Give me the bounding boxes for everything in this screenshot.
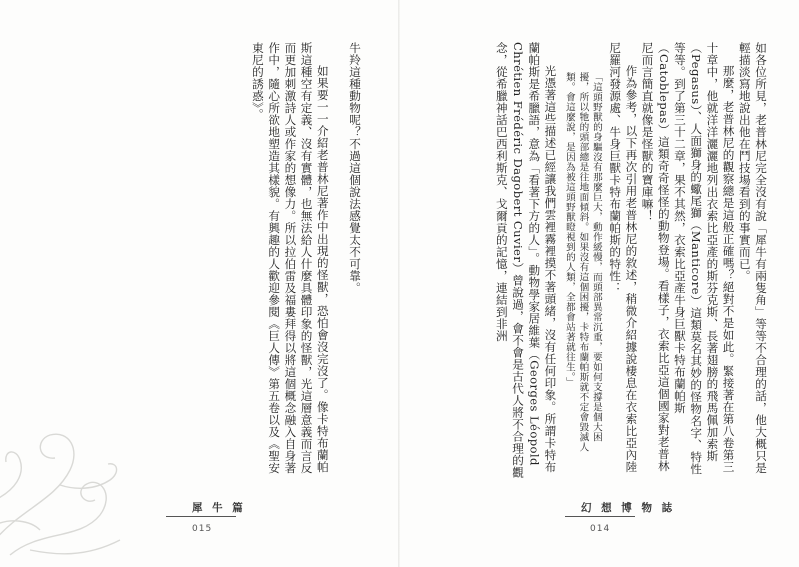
left-body-text [245,42,363,482]
page-number: 014 [590,524,611,534]
right-page [400,0,799,567]
running-title: 幻 想 博 物 誌 [581,502,676,514]
block-quote: 「這頭野獸的身驅沒有那麼巨大，動作緩慢，而頭部異常沉重，要如何支撐是個大困擾，所以牠的頭部總是往地面傾斜。如果沒有這個困擾，卡特布蘭帕斯就不定會毀滅人類。會這麼說，是因為被這頭野獸瞪視到的人類，全都會站著就往生。」 [563,72,602,452]
right-body-text [494,42,769,482]
page-number: 015 [192,524,213,534]
footer-rule [565,516,635,517]
running-title: 犀 牛 篇 [192,502,246,514]
paragraph: 那麼，老普林尼的觀察總是這般正確嗎？絕對不是如此。緊接著在第八卷第三十章中，他就洋洋灑灑地列出衣索比亞產的斯芬克斯、長著翅膀的飛馬佩加索斯（Pegasus）、人面獅身的蠍尾獅（Manticore）這類莫名其妙的怪物名字、特性等等。到了第三十二章，果不其然，衣索比亞產牛身巨獸卡特布蘭帕斯（Catoblepas）這類奇奇怪怪的動物登場。看樣子，衣索比亞這個國家對老普林尼而言簡直就像是怪獸的寶庫嘛！ [640,42,736,475]
left-page [0,0,399,567]
paragraph: 牛羚這種動物呢？不過這個說法感覺太不可靠。 [348,42,362,294]
paragraph: 如各位所見，老普林尼完全沒有說「犀牛有兩隻角」等等不合理的話，他大概只是輕描淡寫地說出他在鬥技場看到的事實而已。 [737,42,768,474]
paragraph: 光憑著這些描述已經讓我們雲裡霧裡摸不著頭緒，沒有任何印象。所謂卡特布蘭帕斯是希臘語，意為「看著下方的人」。動物學家居維葉（Georges Léopold Chrétien Frédéric Dagobert Cuvier）曾說過，會不會是古代人將不合理的觀念，從希臘神話巴西利斯克、戈爾貢的記憶，連結到非洲 [494,42,558,479]
floral-ornament [0,390,150,560]
footer-rule [166,516,236,517]
paragraph: 作為參考，以下再次引用老普林尼的敘述，稍微介紹據說棲息在衣索比亞內陸尼羅河發源處、牛身巨獸卡特布蘭帕斯的特性： [608,42,639,474]
paragraph: 如果要一一介紹老普林尼著作中出現的怪獸，恐怕會沒完沒了。像卡特布蘭帕斯這種空有定義、沒有實體，也無法給人什麼具體印象的怪獸，光這層意義而言反而更加刺激詩人或作家的想像力。所以拉伯雷及福婁拜得以將這個概念融入自身著作中，隨心所欲地塑造其樣貌。有興趣的人歡迎參閱《巨人傳》第五卷以及《聖安東尼的誘惑》。 [250,42,330,474]
